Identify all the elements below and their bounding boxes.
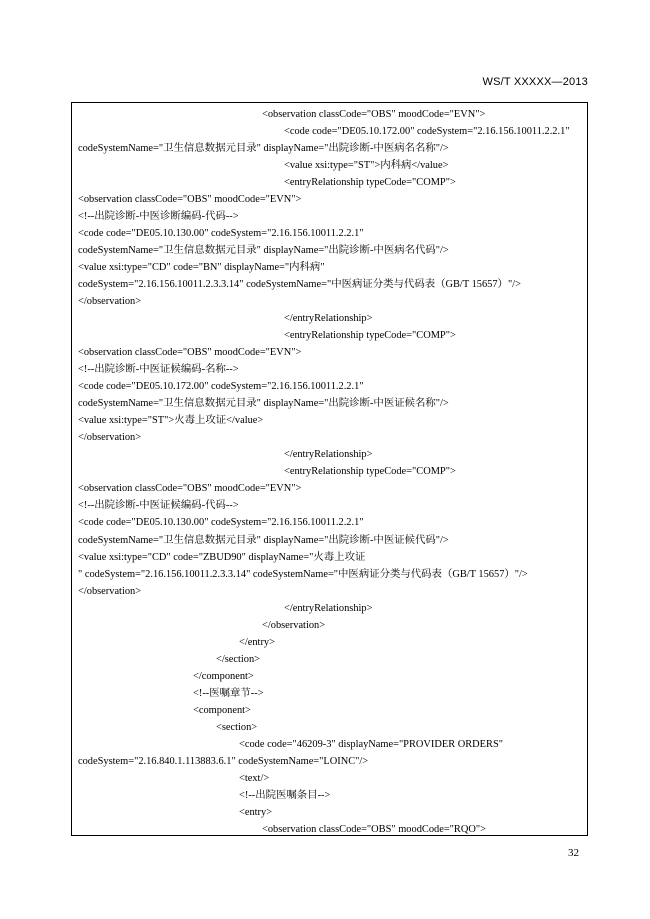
code-line: codeSystemName="卫生信息数据元目录" displayName="出院诊断-中医病名代码"/> — [78, 245, 449, 257]
code-line: codeSystem="2.16.840.1.113883.6.1" codeSystemName="LOINC"/> — [78, 755, 369, 767]
code-line: </observation> — [78, 296, 142, 308]
code-line: <observation classCode="OBS" moodCode="EVN"> — [78, 194, 302, 206]
code-line: <value xsi:type="CD" code="ZBUD90" displayName="火毒上攻证 — [78, 551, 366, 563]
code-line: <code code="46209-3" displayName="PROVIDER ORDERS" — [239, 738, 503, 750]
code-line: </entryRelationship> — [284, 449, 373, 461]
code-line: <value xsi:type="ST">火毒上攻证</value> — [78, 415, 264, 427]
code-line: <entryRelationship typeCode="COMP"> — [284, 466, 456, 478]
code-line: <value xsi:type="ST">内科病</value> — [284, 160, 449, 172]
code-line: <entryRelationship typeCode="COMP"> — [284, 177, 456, 189]
page-number: 32 — [568, 847, 579, 859]
code-line: " codeSystem="2.16.156.10011.2.3.3.14" codeSystemName="中医病证分类与代码表（GB/T 15657）"/> — [78, 568, 528, 580]
code-line: <code code="DE05.10.130.00" codeSystem="2.16.156.10011.2.2.1" — [78, 228, 364, 240]
code-line: </observation> — [78, 585, 142, 597]
code-line: <observation classCode="OBS" moodCode="RQO"> — [262, 823, 486, 835]
code-line: <!--出院医嘱条目--> — [239, 789, 331, 801]
code-line: </observation> — [262, 619, 326, 631]
code-line: </entry> — [239, 636, 275, 648]
code-line: <code code="DE05.10.130.00" codeSystem="2.16.156.10011.2.2.1" — [78, 517, 364, 529]
code-listing-frame — [71, 102, 588, 836]
code-line: <!--出院诊断-中医证候编码-代码--> — [78, 500, 239, 512]
code-line: </entryRelationship> — [284, 313, 373, 325]
code-line: <observation classCode="OBS" moodCode="EVN"> — [78, 483, 302, 495]
code-line: <text/> — [239, 772, 270, 784]
code-line: </section> — [216, 653, 261, 665]
code-line: <code code="DE05.10.172.00" codeSystem="2.16.156.10011.2.2.1" — [78, 381, 364, 393]
code-line: <section> — [216, 721, 258, 733]
code-line: </entryRelationship> — [284, 602, 373, 614]
code-line: <!--出院诊断-中医证候编码-名称--> — [78, 364, 239, 376]
code-line: <observation classCode="OBS" moodCode="EVN"> — [262, 109, 486, 120]
code-line: <observation classCode="OBS" moodCode="EVN"> — [78, 347, 302, 359]
code-line: </observation> — [78, 432, 142, 444]
code-line: <code code="DE05.10.172.00" codeSystem="2.16.156.10011.2.2.1" — [284, 126, 570, 138]
document-id-header: WS/T XXXXX—2013 — [482, 76, 588, 88]
code-line: <!--医嘱章节--> — [193, 687, 264, 699]
code-line: <component> — [193, 704, 251, 716]
code-line: </component> — [193, 670, 254, 682]
code-line: codeSystemName="卫生信息数据元目录" displayName="出院诊断-中医病名名称"/> — [78, 143, 449, 155]
code-line: <value xsi:type="CD" code="BN" displayName="内科病" — [78, 262, 325, 274]
code-line: codeSystem="2.16.156.10011.2.3.3.14" codeSystemName="中医病证分类与代码表（GB/T 15657）"/> — [78, 279, 521, 291]
code-line: codeSystemName="卫生信息数据元目录" displayName="出院诊断-中医证候名称"/> — [78, 398, 449, 410]
code-line: <entryRelationship typeCode="COMP"> — [284, 330, 456, 342]
code-line: <entry> — [239, 806, 273, 818]
code-line: <!--出院诊断-中医诊断编码-代码--> — [78, 211, 239, 223]
code-line: codeSystemName="卫生信息数据元目录" displayName="出院诊断-中医证候代码"/> — [78, 534, 449, 546]
